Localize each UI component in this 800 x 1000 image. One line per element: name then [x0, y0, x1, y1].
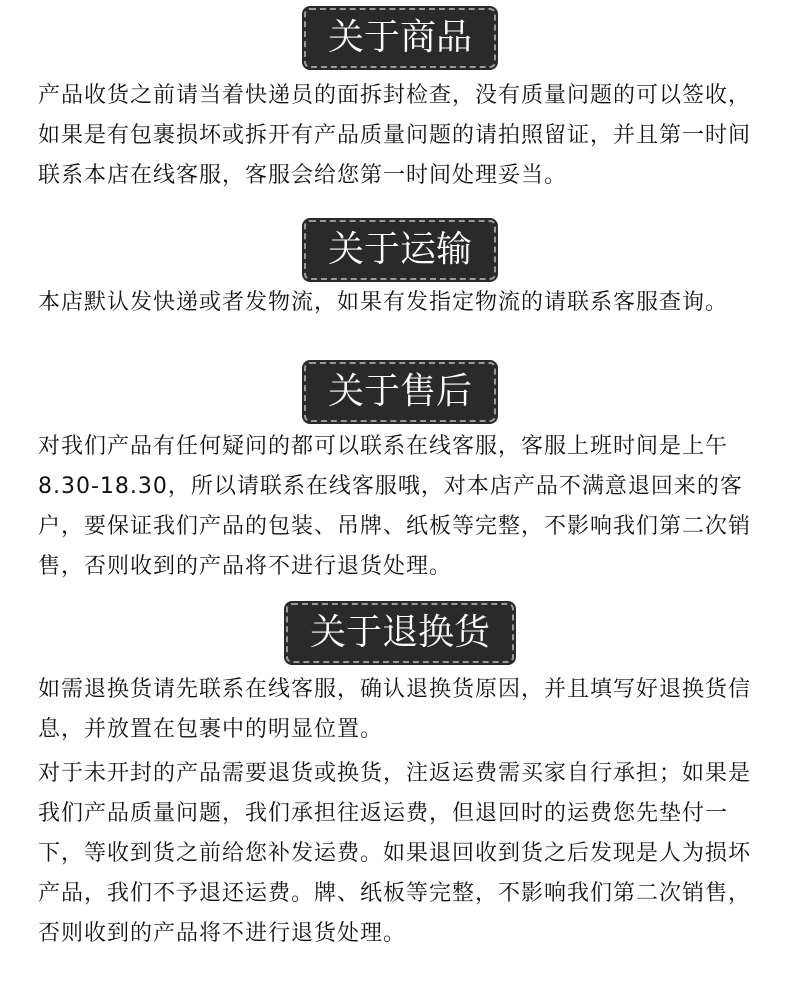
section-title-aftersales-text: 关于售后	[327, 371, 473, 412]
returns-paragraph-1: 如需退换货请先联系在线客服，确认退换货原因，并且填写好退换货信息，并放置在包裹中的明显位置。	[38, 677, 752, 742]
section-title-aftersales	[304, 362, 496, 422]
returns-paragraph-2: 对于未开封的产品需要退货或换货，注返运费需买家自行承担；如果是我们产品质量问题，我们承担往返运费，但退回时的运费您先垫付一下，等收到货之前给您补发运费。如果退回收到货之后发现是人为损坏产品，我们不予退还运费。牌、纸板等完整，不影响我们第二次销售，否则收到的产品将不进行退货处理。	[38, 761, 752, 946]
shipping-paragraph: 本店默认发快递或者发物流，如果有发指定物流的请联系客服查询。	[38, 290, 729, 315]
section-title-returns-text: 关于退换货	[309, 612, 491, 653]
section-title-shipping	[304, 220, 496, 280]
section-title-returns	[286, 603, 514, 663]
section-title-shipping-text: 关于运输	[327, 229, 473, 270]
section-title-product	[304, 8, 496, 68]
section-title-product-text: 关于商品	[327, 17, 473, 58]
aftersales-paragraph: 对我们产品有任何疑问的都可以联系在线客服，客服上班时间是上午8.30-18.30，所以请联系在线客服哦，对本店产品不满意退回来的客户，要保证我们产品的包装、吊牌、纸板等完整，不影响我们第二次销售，否则收到的产品将不进行退货处理。	[38, 434, 752, 579]
product-paragraph: 产品收货之前请当着快递员的面拆封检查，没有质量问题的可以签收，如果是有包裹损坏或拆开有产品质量问题的请拍照留证，并且第一时间联系本店在线客服，客服会给您第一时间处理妥当。	[38, 83, 752, 188]
